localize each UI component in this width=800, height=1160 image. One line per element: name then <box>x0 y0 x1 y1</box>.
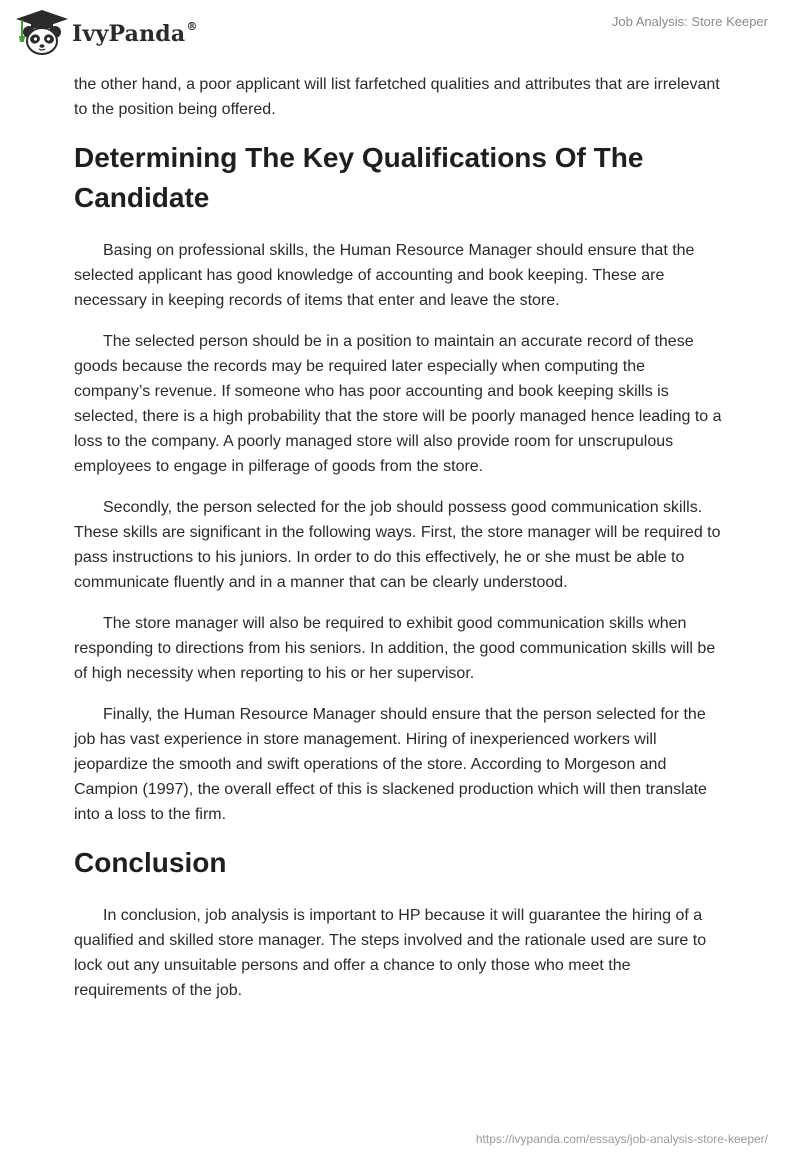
essay-body <box>74 72 724 1019</box>
body-paragraph: Basing on professional skills, the Human Resource Manager should ensure that the selected applicant has good knowledge of accounting and book keeping. These are necessary in keeping records of items that enter and leave the store. <box>74 242 695 309</box>
body-paragraph: The store manager will also be required to exhibit good communication skills when responding to directions from his seniors. In addition, the good communication skills will be of high necessity when reporting to his or her supervisor. <box>74 615 716 682</box>
brand-name: IvyPanda® <box>72 19 198 47</box>
ivypanda-logo[interactable] <box>14 8 198 58</box>
source-url[interactable]: https://ivypanda.com/essays/job-analysis-store-keeper/ <box>475 1132 768 1146</box>
section-heading-key-qualifications: Determining The Key Qualifications Of The Candidate <box>74 142 644 213</box>
body-paragraph: Finally, the Human Resource Manager should ensure that the person selected for the job has vast experience in store management. Hiring of inexperienced workers will jeopardize the smooth and swift operations of the store. According to Morgeson and Campion (1997), the overall effect of this is slackened production which will then translate into a loss to the firm. <box>74 706 707 823</box>
section-heading-conclusion: Conclusion <box>74 847 227 878</box>
body-paragraph: The selected person should be in a position to maintain an accurate record of these goods because the records may be required later especially when computing the company’s revenue. If someone who has poor accounting and book keeping skills is selected, there is a high probability that the store will be poorly managed hence leading to a loss to the company. A poorly managed store will also provide room for unscrupulous employees to engage in pilferage of goods from the store. <box>74 333 722 475</box>
registered-mark: ® <box>186 19 198 33</box>
panda-graduate-icon <box>14 8 70 58</box>
document-title: Job Analysis: Store Keeper <box>611 14 768 29</box>
body-paragraph: In conclusion, job analysis is important to HP because it will guarantee the hiring of a qualified and skilled store manager. The steps involved and the rationale used are sure to lock out any unsuitable persons and offer a chance to only those who meet the requirements of the job. <box>74 907 707 999</box>
page-header <box>0 0 800 70</box>
intro-paragraph: the other hand, a poor applicant will list farfetched qualities and attributes that are irrelevant to the position being offered. <box>74 76 720 118</box>
body-paragraph: Secondly, the person selected for the job should possess good communication skills. These skills are significant in the following ways. First, the store manager will be required to pass instructions to his juniors. In order to do this effectively, he or she must be able to communicate fluently and in a manner that can be clearly understood. <box>74 499 721 591</box>
